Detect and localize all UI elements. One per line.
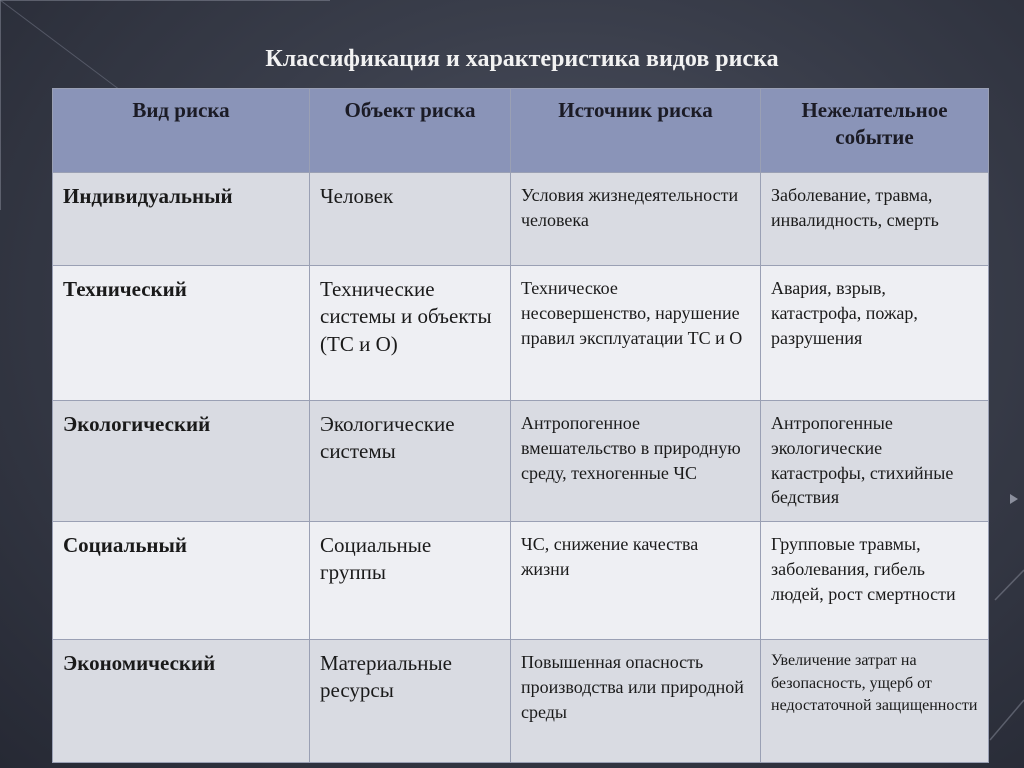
risk-object-cell: Социальные группы <box>310 522 511 640</box>
undesired-event-cell: Заболевание, травма, инвалидность, смерть <box>761 173 989 266</box>
risk-classification-table <box>52 88 989 763</box>
table-row <box>53 522 989 640</box>
table-row <box>53 640 989 763</box>
undesired-event-cell: Групповые травмы, заболевания, гибель людей, рост смертности <box>761 522 989 640</box>
risk-type-cell: Социальный <box>53 522 310 640</box>
header-risk-source: Источник риска <box>511 89 761 173</box>
risk-source-cell: Повышенная опасность производства или природной среды <box>511 640 761 763</box>
table-row <box>53 266 989 401</box>
undesired-event-cell: Авария, взрыв, катастрофа, пожар, разрушения <box>761 266 989 401</box>
header-risk-type: Вид риска <box>53 89 310 173</box>
header-undesired-event: Нежелательное событие <box>761 89 989 173</box>
slide-marker-icon <box>1010 494 1018 504</box>
header-risk-object: Объект риска <box>310 89 511 173</box>
risk-object-cell: Технические системы и объекты (ТС и О) <box>310 266 511 401</box>
risk-type-cell: Технический <box>53 266 310 401</box>
table-row <box>53 173 989 266</box>
undesired-event-cell: Антропогенные экологические катастрофы, стихийные бедствия <box>761 401 989 522</box>
slide-title: Классификация и характеристика видов риска <box>265 46 779 72</box>
risk-type-cell: Экологический <box>53 401 310 522</box>
risk-object-cell: Человек <box>310 173 511 266</box>
risk-object-cell: Материальные ресурсы <box>310 640 511 763</box>
risk-type-cell: Экономический <box>53 640 310 763</box>
table-header-row <box>53 89 989 173</box>
risk-type-cell: Индивидуальный <box>53 173 310 266</box>
risk-source-cell: ЧС, снижение качества жизни <box>511 522 761 640</box>
risk-source-cell: Техническое несовершенство, нарушение правил эксплуатации ТС и О <box>511 266 761 401</box>
risk-object-cell: Экологические системы <box>310 401 511 522</box>
table-row <box>53 401 989 522</box>
risk-source-cell: Условия жизнедеятельности человека <box>511 173 761 266</box>
risk-source-cell: Антропогенное вмешательство в природную среду, техногенные ЧС <box>511 401 761 522</box>
undesired-event-cell: Увеличение затрат на безопасность, ущерб от недостаточной защищенности <box>761 640 989 763</box>
